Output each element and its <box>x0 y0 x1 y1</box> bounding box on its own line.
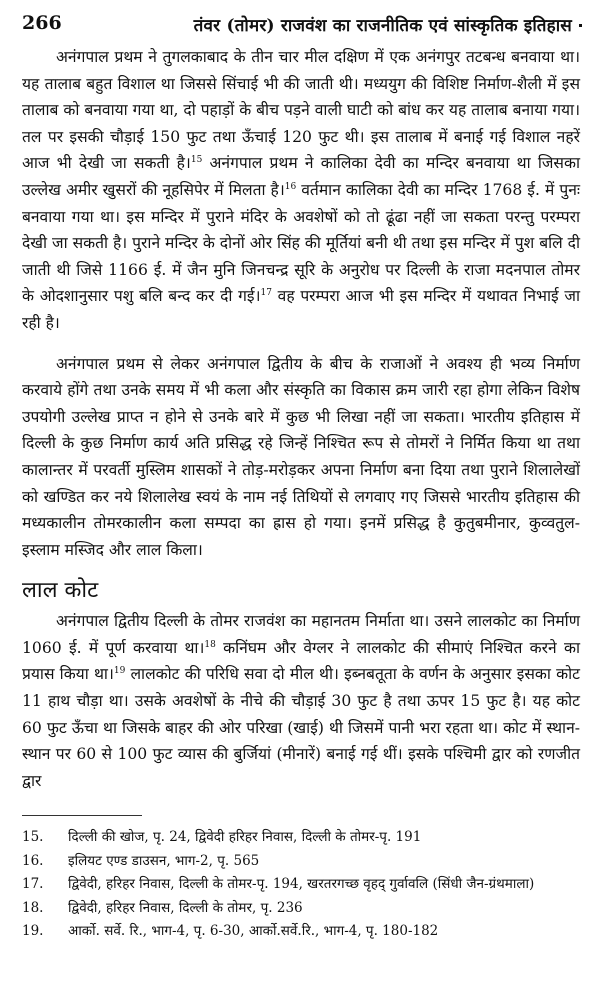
footnote-ref: 16 <box>284 181 297 192</box>
footnote-ref: 18 <box>204 639 216 650</box>
body-text <box>22 44 580 794</box>
header-mark <box>579 24 582 27</box>
footnote-number: 17. <box>22 876 44 892</box>
footnote-text: दिल्ली की खोज, पृ. 24, द्विवेदी हरिहर निवास, दिल्ली के तोमर-पृ. 191 <box>68 829 422 845</box>
footnote-ref: 19 <box>113 666 126 677</box>
footnote-text: इलियट एण्ड डाउसन, भाग-2, पृ. 565 <box>68 852 260 869</box>
footnote-item <box>22 873 580 897</box>
footnotes <box>22 826 580 944</box>
footnote-number: 19. <box>22 923 44 939</box>
footnote-ref: 15 <box>190 155 203 166</box>
paragraph-text: कनिंघम और वेग्लर ने लालकोट की सीमाएं निश्चित करने का प्रयास किया था। <box>22 638 580 684</box>
paragraph-lalkot <box>22 608 580 794</box>
footnote-text: द्विवेदी, हरिहर निवास, दिल्ली के तोमर-पृ. 194, खरतरगच्छ वृहद् गुर्वावलि (सिंधी जैन-ग्रंथमाला) <box>68 876 535 892</box>
footnote-number: 15. <box>22 829 44 845</box>
footnote-text: आर्को. सर्वे. रि., भाग-4, पृ. 6-30, आर्को.सर्वे.रि., भाग-4, पृ. 180-182 <box>68 923 439 939</box>
paragraph-text: लालकोट की परिधि सवा दो मील थी। इब्नबतूता के वर्णन के अनुसार इसका कोट 11 हाथ चौड़ा था। उसके अवशेषों के नीचे की चौड़ाई 30 फुट है तथा ऊपर 15 फुट है। यह कोट 60 फुट ऊँचा था जिसके बाहर की ओर परिखा (खाई) थी जिसमें पानी भरा रहता था। कोट में स्थान-स्थान पर 60 से 100 फुट व्यास की बुर्जियां (मीनारें) बनाई गई थीं। इसके पश्चिमी द्वार को रणजीत द्वार <box>22 665 580 790</box>
footnote-text: द्विवेदी, हरिहर निवास, दिल्ली के तोमर, पृ. 236 <box>68 899 303 916</box>
footnote-number: 16. <box>22 852 44 869</box>
running-title: तंवर (तोमर) राजवंश का राजनीतिक एवं सांस्कृतिक इतिहास <box>193 16 572 36</box>
paragraph-tomar-monuments: अनंगपाल प्रथम से लेकर अनंगपाल द्वितीय के बीच के राजाओं ने अवश्य ही भव्य निर्माण करवाये होंगे तथा उनके समय में भी कला और संस्कृति का विकास क्रम जारी रहा होगा लेकिन विशेष उपयोगी उल्लेख प्राप्त न होने से उनके बारे में कुछ भी लिखा नहीं जा सकता। भारतीय इतिहास में दिल्ली के कुछ निर्माण कार्य अति प्रसिद्ध रहे जिन्हें निश्चित रूप से तोमरों ने निर्मित किया था तथा कालान्तर में परवर्ती मुस्लिम शासकों ने तोड़-मरोड़कर अपना निर्माण बना दिया तथा पुराने शिलालेखों को खण्डित कर नये शिलालेख स्वयं के नाम नई तिथियों से लगवाए गए जिससे भारतीय इतिहास की मध्यकालीन तोमरकालीन कला सम्पदा का ह्रास हो गया। इनमें प्रसिद्ध है कुतुबमीनार, कुव्वतुल-इस्लाम मस्जिद और लाल किला। <box>22 354 580 559</box>
footnote-divider <box>22 815 142 816</box>
footnote-item <box>22 897 580 921</box>
page-number: 266 <box>22 12 62 34</box>
footnote-number: 18. <box>22 899 44 916</box>
paragraph-text: वह परम्परा आज भी इस मन्दिर में यथावत निभाई जा रही है। <box>22 287 580 332</box>
page-header <box>22 12 582 36</box>
footnote-item <box>22 850 580 874</box>
footnote-ref: 17 <box>260 288 272 299</box>
paragraph-text: वर्तमान कालिका देवी का मन्दिर 1768 ई. में पुनः बनवाया गया था। इस मन्दिर में पुराने मंदिर के अवशेषों को तो ढूंढा नहीं जा सकता परन्तु परम्परा देखी जा सकती है। पुराने मन्दिर के दोनों ओर सिंह की मूर्तियां बनी थी तथा इस मन्दिर में पुश बलि दी जाती थी जिसे 1166 ई. में जैन मुनि जिनचन्द्र सूरि के अनुरोध पर दिल्ली के राजा मदनपाल तोमर के ओदशानुसार पशु बलि बन्द कर दी गई। <box>22 180 580 306</box>
footnote-item <box>22 920 580 944</box>
paragraph-text: अनंगपाल प्रथम ने कालिका देवी का मन्दिर बनवाया था जिसका उल्लेख अमीर खुसरों की नूहसिपेर में मिलता है। <box>22 154 580 199</box>
footnote-item <box>22 826 580 850</box>
paragraph-text: अनंगपाल द्वितीय दिल्ली के तोमर राजवंश का महानतम निर्माता था। उसने लालकोट का निर्माण 1060 ई. में पूर्ण करवाया था। <box>22 612 580 657</box>
section-heading-lalkot: लाल कोट <box>22 578 99 604</box>
paragraph-anangpur-dam <box>22 44 580 337</box>
paragraph-text: अनंगपाल प्रथम ने तुगलकाबाद के तीन चार मील दक्षिण में एक अनंगपुर तटबन्ध बनवाया था। यह तालाब बहुत विशाल था जिससे सिंचाई भी की जाती थी। मध्ययुग की विशिष्ट निर्माण-शैली में इस तालाब को बनवाया गया था, दो पहाड़ों के बीच पड़ने वाली घाटी को बांध कर यह तालाब बनाया गया। तल पर इसकी चौड़ाई 150 फुट तथा ऊँचाई 120 फुट थी। इस तालाब में बनाई गई विशाल नहरें आज भी देखी जा सकती है। <box>22 48 581 173</box>
